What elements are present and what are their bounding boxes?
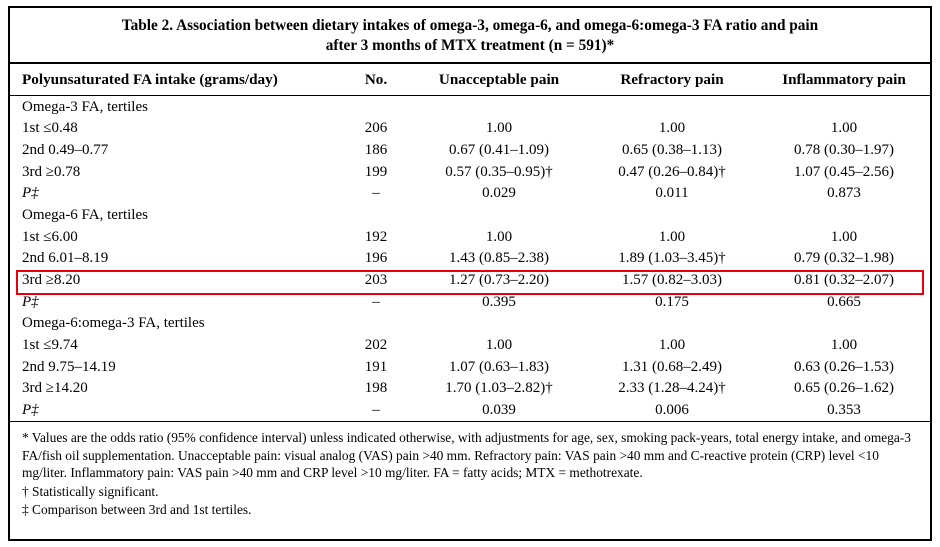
cell-unacceptable: 1.70 (1.03–2.82)† [445, 380, 553, 397]
table-row [10, 205, 930, 227]
cell-refractory [586, 313, 758, 335]
table-row [10, 96, 930, 118]
table-row [10, 400, 930, 422]
table-row [10, 313, 930, 335]
table-footnotes [10, 421, 930, 525]
cell-no [340, 96, 412, 118]
table-header [10, 64, 930, 96]
caption-line-1: Table 2. Association between dietary intakes of omega-3, omega-6, and omega-6:omega-3 FA ratio and pain [121, 17, 819, 34]
table-row [10, 161, 930, 183]
column-header-refractory-pain: Refractory pain [586, 64, 758, 96]
cell-inflammatory: 1.07 (0.45–2.56) [794, 163, 894, 180]
cell-inflammatory: 0.353 [827, 401, 861, 418]
table-row [10, 248, 930, 270]
cell-inflammatory [758, 205, 930, 227]
cell-unacceptable [412, 205, 586, 227]
cell-no: 203 [364, 271, 388, 288]
cell-inflammatory: 0.81 (0.32–2.07) [794, 271, 894, 288]
row-label: 2nd 6.01–8.19 [22, 250, 109, 267]
cell-unacceptable: 1.00 [485, 120, 513, 137]
cell-no: 191 [364, 358, 388, 375]
cell-no [340, 205, 412, 227]
row-label: 3rd ≥8.20 [22, 271, 81, 288]
cell-no: 199 [364, 163, 388, 180]
cell-unacceptable: 1.07 (0.63–1.83) [449, 358, 549, 375]
cell-inflammatory: 0.63 (0.26–1.53) [794, 358, 894, 375]
cell-no: – [372, 401, 380, 418]
cell-unacceptable [412, 313, 586, 335]
cell-unacceptable: 1.00 [485, 336, 513, 353]
table-row [10, 118, 930, 140]
cell-unacceptable: 0.57 (0.35–0.95)† [445, 163, 553, 180]
results-table [10, 64, 930, 421]
cell-inflammatory: 0.79 (0.32–1.98) [794, 250, 894, 267]
row-label: 3rd ≥14.20 [22, 380, 88, 397]
cell-refractory: 0.65 (0.38–1.13) [622, 141, 722, 158]
cell-no: 186 [364, 141, 388, 158]
row-label: 1st ≤9.74 [22, 336, 78, 353]
column-header-no: No. [340, 64, 412, 96]
cell-unacceptable: 1.00 [485, 228, 513, 245]
table-row [10, 335, 930, 357]
cell-unacceptable: 0.395 [482, 293, 516, 310]
table-row [10, 356, 930, 378]
footnote-dagger: † Statistically significant. [22, 483, 159, 499]
row-label: 1st ≤6.00 [22, 228, 78, 245]
cell-no: 198 [364, 380, 388, 397]
row-label: 2nd 9.75–14.19 [22, 358, 116, 375]
cell-no: – [372, 293, 380, 310]
cell-unacceptable: 1.43 (0.85–2.38) [449, 250, 549, 267]
row-label: Omega-6:omega-3 FA, tertiles [22, 315, 205, 332]
row-label: 3rd ≥0.78 [22, 163, 81, 180]
table-row [10, 378, 930, 400]
cell-inflammatory: 1.00 [830, 228, 858, 245]
cell-refractory: 0.006 [655, 401, 689, 418]
cell-refractory: 1.00 [658, 120, 686, 137]
table-header-row [10, 64, 930, 96]
cell-refractory: 0.175 [655, 293, 689, 310]
cell-no: 202 [364, 336, 388, 353]
column-header-intake: Polyunsaturated FA intake (grams/day) [10, 64, 340, 96]
table-row-highlighted [10, 270, 930, 292]
cell-no [340, 313, 412, 335]
row-label: 2nd 0.49–0.77 [22, 141, 109, 158]
table-body [10, 96, 930, 422]
footnote-asterisk: * Values are the odds ratio (95% confidence interval) unless indicated otherwise, with adjustments for age, sex, smoking pack-years, total energy intake, and omega-3 FA/fish oil supplementation. Unacceptable pain: visual analog (VAS) pain >40 mm. Refractory pain: VAS pain >40 mm and C-reactive protein (CRP) level <10 mg/liter. Inflammatory pain: VAS pain >40 mm and CRP level >10 mg/liter. FA = fatty acids; MTX = methotrexate. [22, 430, 911, 481]
row-label: 1st ≤0.48 [22, 120, 78, 137]
cell-unacceptable: 1.27 (0.73–2.20) [449, 271, 549, 288]
cell-inflammatory [758, 96, 930, 118]
cell-no: 192 [364, 228, 388, 245]
table-frame [8, 6, 932, 541]
table-caption [10, 8, 930, 64]
caption-line-2: after 3 months of MTX treatment (n = 591)* [325, 36, 615, 54]
cell-refractory [586, 96, 758, 118]
row-label: P‡ [22, 293, 39, 310]
cell-inflammatory: 1.00 [830, 336, 858, 353]
cell-inflammatory: 0.665 [827, 293, 861, 310]
cell-unacceptable: 0.67 (0.41–1.09) [449, 141, 549, 158]
row-label: P‡ [22, 401, 39, 418]
cell-inflammatory: 0.78 (0.30–1.97) [794, 141, 894, 158]
cell-no: 206 [364, 120, 388, 137]
cell-refractory: 2.33 (1.28–4.24)† [618, 380, 726, 397]
cell-no: – [372, 185, 380, 202]
cell-refractory [586, 205, 758, 227]
table-row [10, 183, 930, 205]
column-header-inflammatory-pain: Inflammatory pain [758, 64, 930, 96]
cell-inflammatory: 0.873 [827, 185, 861, 202]
table-row [10, 291, 930, 313]
cell-refractory: 1.31 (0.68–2.49) [622, 358, 722, 375]
row-label: P‡ [22, 185, 39, 202]
cell-no: 196 [364, 250, 388, 267]
cell-refractory: 0.011 [655, 185, 689, 202]
row-label: Omega-6 FA, tertiles [22, 206, 148, 223]
cell-refractory: 1.00 [658, 228, 686, 245]
table-row [10, 140, 930, 162]
column-header-unacceptable-pain: Unacceptable pain [412, 64, 586, 96]
cell-refractory: 1.57 (0.82–3.03) [622, 271, 722, 288]
cell-unacceptable [412, 96, 586, 118]
cell-unacceptable: 0.029 [482, 185, 516, 202]
cell-inflammatory: 0.65 (0.26–1.62) [794, 380, 894, 397]
cell-unacceptable: 0.039 [482, 401, 516, 418]
cell-inflammatory [758, 313, 930, 335]
table-row [10, 226, 930, 248]
footnote-double-dagger: ‡ Comparison between 3rd and 1st tertiles. [22, 501, 252, 517]
cell-refractory: 1.89 (1.03–3.45)† [618, 250, 726, 267]
cell-refractory: 1.00 [658, 336, 686, 353]
cell-inflammatory: 1.00 [830, 120, 858, 137]
row-label: Omega-3 FA, tertiles [22, 98, 148, 115]
cell-refractory: 0.47 (0.26–0.84)† [618, 163, 726, 180]
